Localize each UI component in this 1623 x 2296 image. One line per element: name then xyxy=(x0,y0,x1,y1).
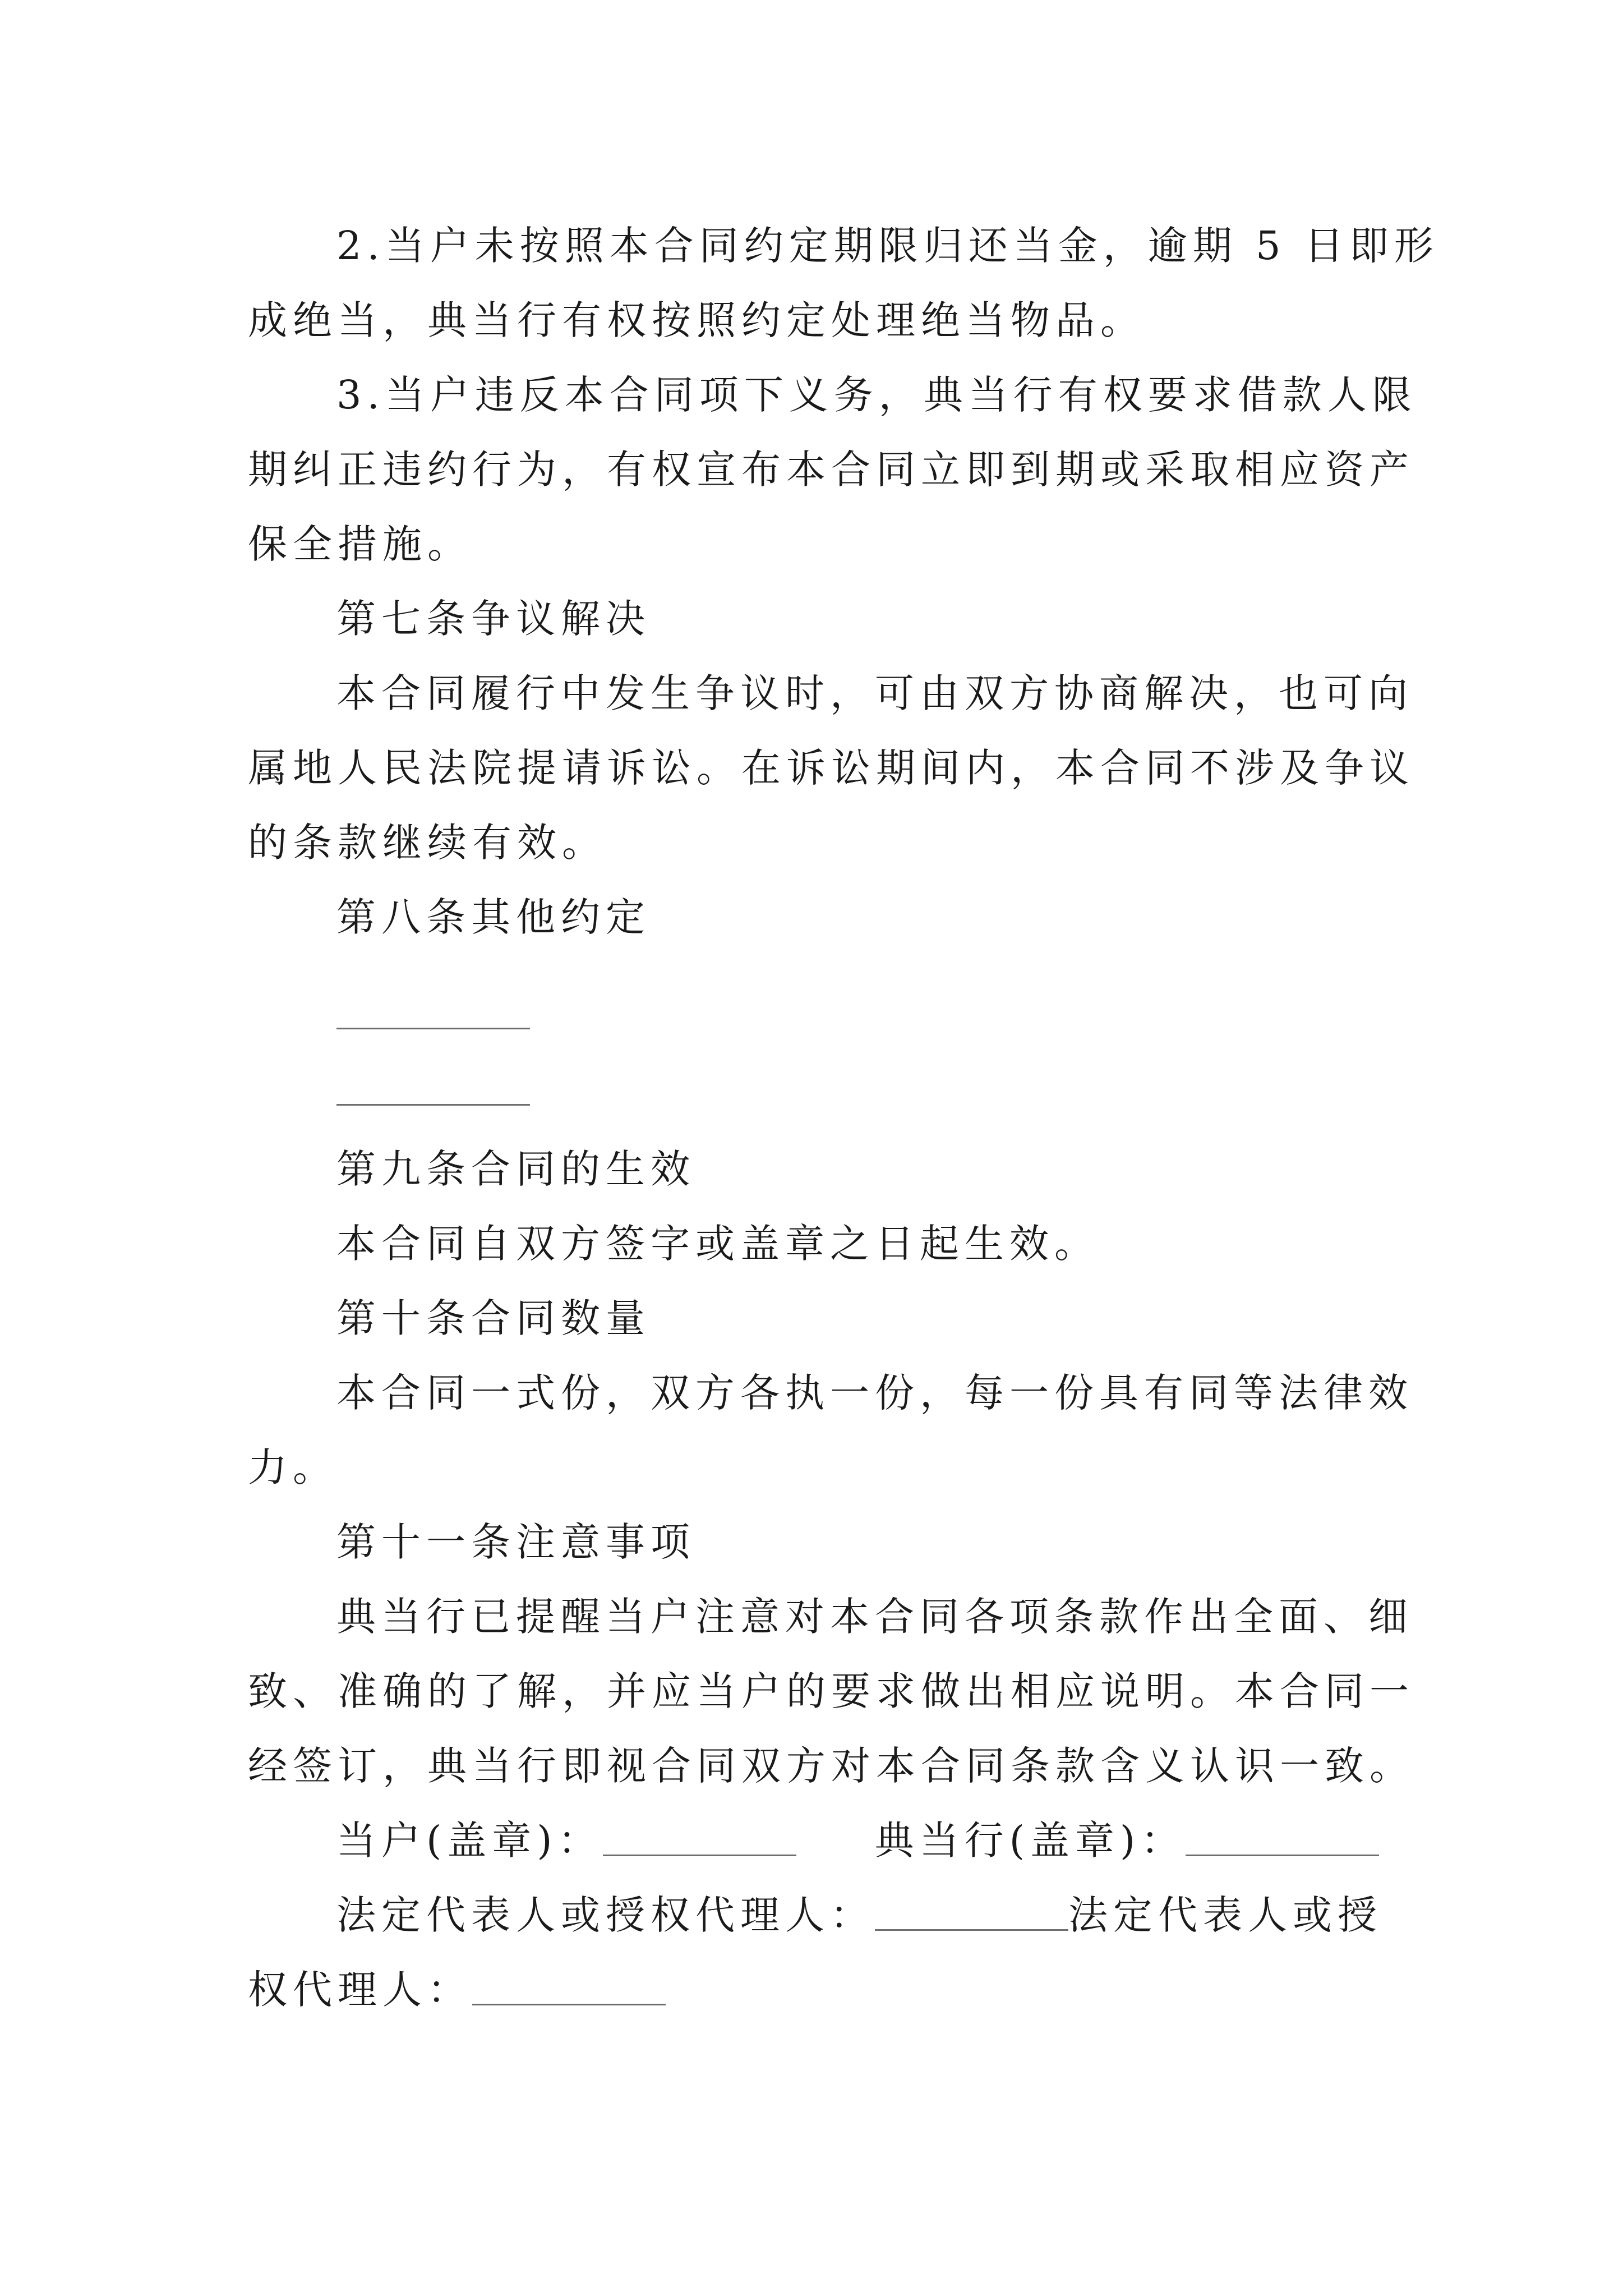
paragraph-line: 成绝当，典当行有权按照约定处理绝当物品。 xyxy=(248,297,1145,343)
signature-line xyxy=(248,1962,666,2018)
party-b-representative-blank xyxy=(472,2004,666,2005)
paragraph-line: 力。 xyxy=(248,1444,338,1490)
paragraph-line: 经签订，典当行即视合同双方对本合同条款含义认识一致。 xyxy=(248,1743,1414,1789)
section-heading: 第八条其他约定 xyxy=(336,894,651,940)
paragraph-line: 本合同自双方签字或盖章之日起生效。 xyxy=(336,1221,1099,1267)
party-a-seal-label: 当户(盖章)： xyxy=(336,1818,603,1864)
party-a-representative-label: 法定代表人或授权代理人： xyxy=(336,1892,875,1938)
blank-underline xyxy=(336,1028,530,1029)
paragraph-line: 致、准确的了解，并应当户的要求做出相应说明。本合同一 xyxy=(248,1668,1414,1714)
paragraph-line: 本合同履行中发生争议时，可由双方协商解决，也可向 xyxy=(336,670,1413,716)
party-b-representative-label-cont: 权代理人： xyxy=(248,1967,472,2013)
party-b-seal-label: 典当行(盖章)： xyxy=(874,1818,1186,1864)
paragraph-line: 属地人民法院提请诉讼。在诉讼期间内，本合同不涉及争议 xyxy=(248,745,1414,791)
paragraph-line: 期纠正违约行为，有权宣布本合同立即到期或采取相应资产 xyxy=(248,447,1414,493)
party-b-representative-label: 法定代表人或授 xyxy=(1068,1892,1382,1938)
party-b-seal-blank xyxy=(1186,1855,1379,1856)
party-a-seal-blank xyxy=(603,1855,796,1856)
paragraph-line: 3.当户违反本合同项下义务，典当行有权要求借款人限 xyxy=(336,372,1417,418)
section-heading: 第九条合同的生效 xyxy=(336,1146,695,1192)
paragraph-line: 保全措施。 xyxy=(248,521,472,567)
signature-line xyxy=(336,1812,1379,1869)
blank-underline xyxy=(336,1104,530,1106)
section-heading: 第十一条注意事项 xyxy=(336,1519,695,1565)
paragraph-line: 2.当户未按照本合同约定期限归还当金，逾期 5 日即形 xyxy=(336,223,1439,269)
section-heading: 第十条合同数量 xyxy=(336,1295,651,1341)
paragraph-line: 典当行已提醒当户注意对本合同各项条款作出全面、细 xyxy=(336,1594,1413,1640)
paragraph-line: 本合同一式份，双方各执一份，每一份具有同等法律效 xyxy=(336,1370,1413,1416)
paragraph-line: 的条款继续有效。 xyxy=(248,820,607,866)
party-a-representative-blank xyxy=(875,1929,1068,1931)
signature-line xyxy=(336,1887,1382,1943)
section-heading: 第七条争议解决 xyxy=(336,596,651,642)
